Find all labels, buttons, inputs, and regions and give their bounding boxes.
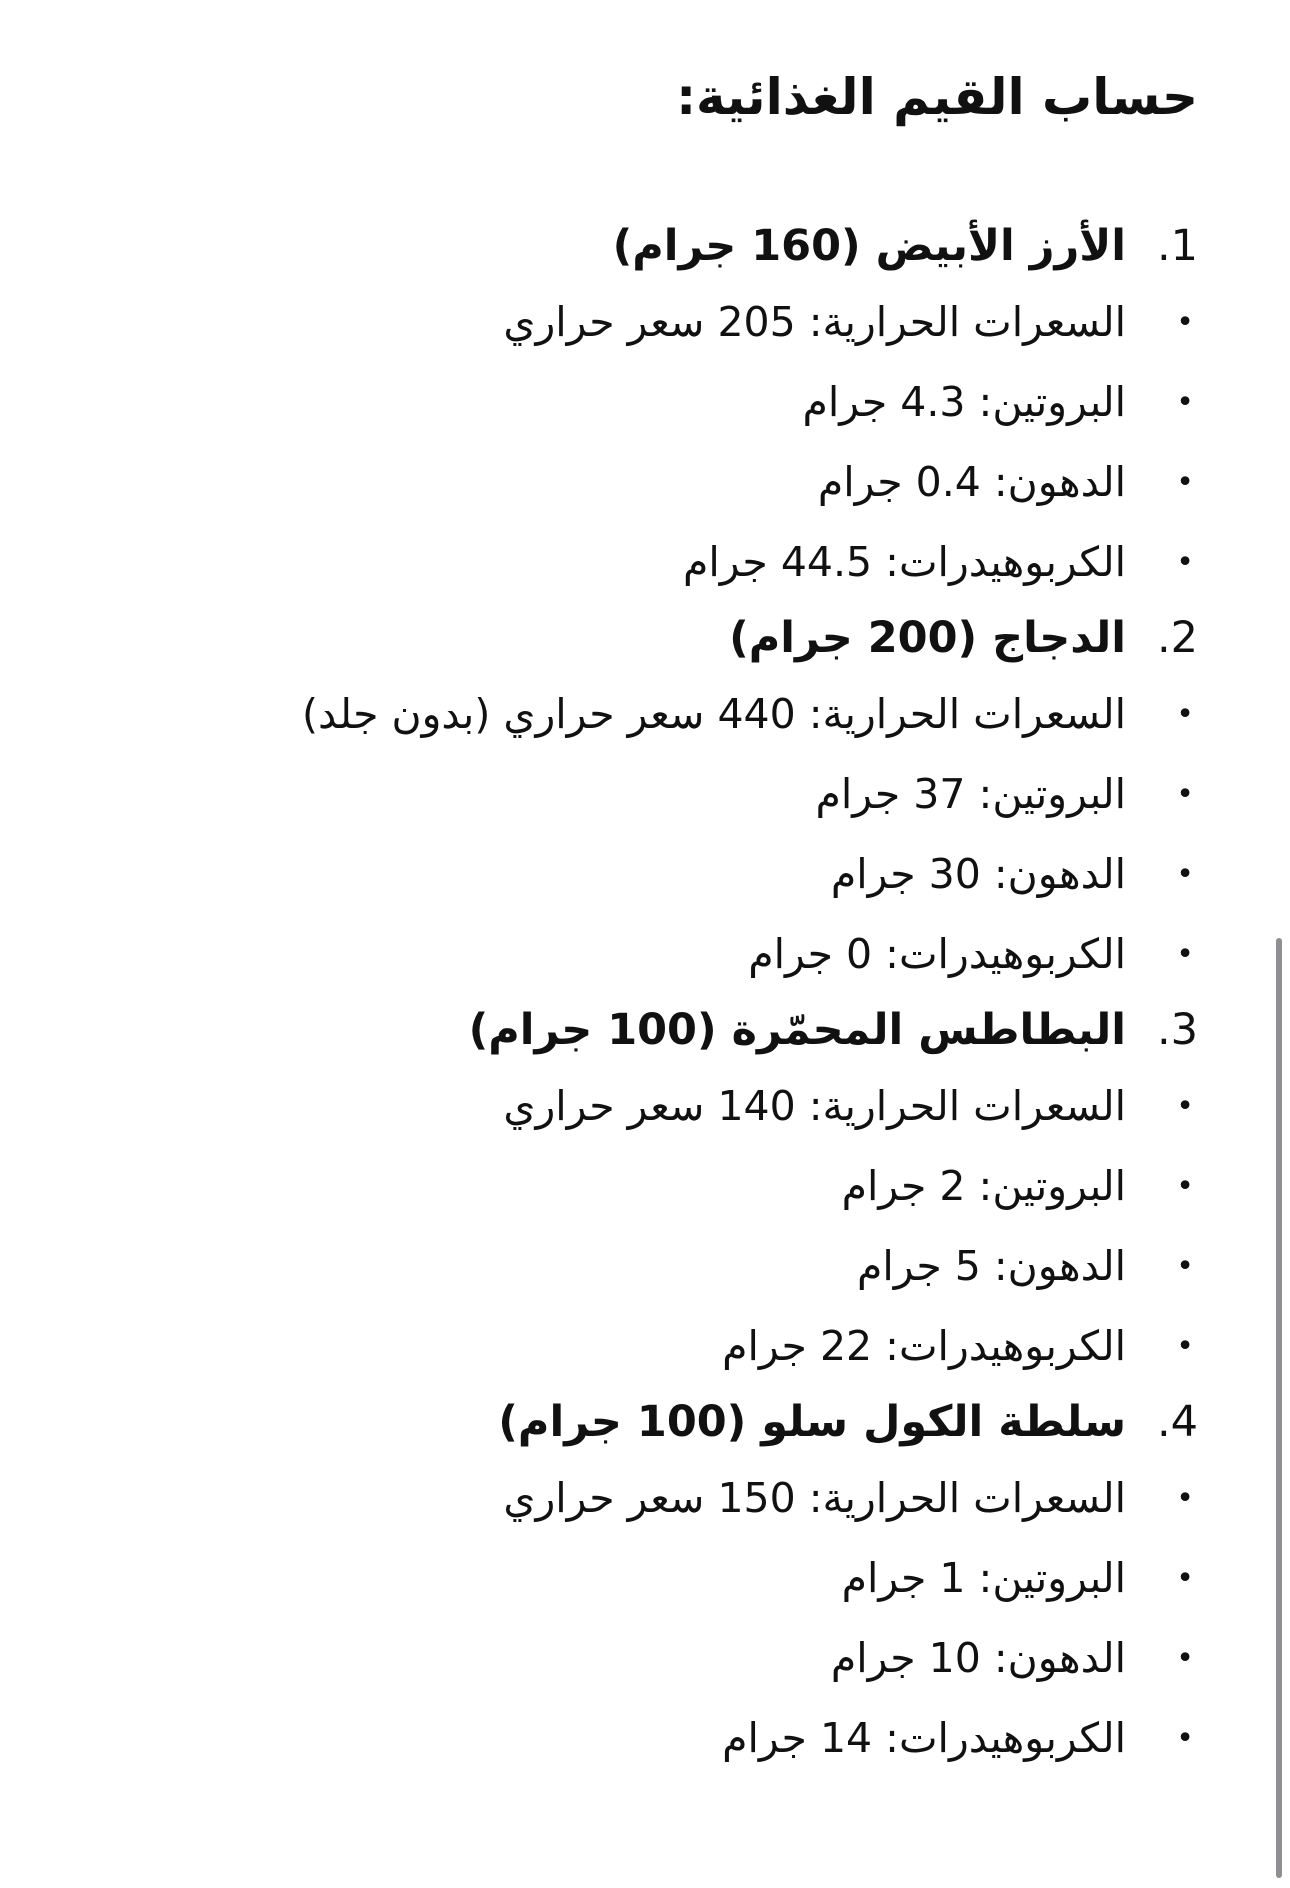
food-section-chicken [88,602,1198,994]
bullet-icon: • [1176,776,1194,812]
scrollbar[interactable] [1276,938,1282,1878]
nutrient-list [88,1458,1198,1778]
food-section-coleslaw [88,1386,1198,1778]
nutrient-fat: الدهون: 5 جرام [856,1242,1126,1290]
bullet-icon: • [1176,696,1194,732]
list-item [88,1538,1198,1618]
list-item [88,442,1198,522]
list-item [88,1066,1198,1146]
nutrient-calories: السعرات الحرارية: 205 سعر حراري [503,298,1126,346]
nutrient-calories: السعرات الحرارية: 140 سعر حراري [503,1082,1126,1130]
nutrient-calories: السعرات الحرارية: 150 سعر حراري [503,1474,1126,1522]
bullet-icon: • [1176,1248,1194,1284]
list-item [88,1458,1198,1538]
nutrient-carbs: الكربوهيدرات: 0 جرام [748,930,1126,978]
list-item [88,754,1198,834]
list-item [88,1226,1198,1306]
list-item [88,362,1198,442]
nutrient-fat: الدهون: 10 جرام [830,1634,1126,1682]
section-number: 3. [1156,1005,1198,1055]
section-title: البطاطس المحمّرة (100 جرام) [468,1005,1126,1055]
section-number: 2. [1156,613,1198,663]
section-title: الدجاج (200 جرام) [729,613,1126,663]
bullet-icon: • [1176,304,1194,340]
message-content [88,0,1198,1778]
bullet-icon: • [1176,856,1194,892]
list-item [88,1146,1198,1226]
nutrient-fat: الدهون: 30 جرام [830,850,1126,898]
nutrient-carbs: الكربوهيدرات: 44.5 جرام [683,538,1126,586]
bullet-icon: • [1176,464,1194,500]
bullet-icon: • [1176,1328,1194,1364]
section-number: 4. [1156,1397,1198,1447]
nutrient-protein: البروتين: 37 جرام [815,770,1126,818]
bullet-icon: • [1176,1088,1194,1124]
section-title: سلطة الكول سلو (100 جرام) [498,1397,1126,1447]
nutrient-list [88,1066,1198,1386]
bullet-icon: • [1176,1640,1194,1676]
bullet-icon: • [1176,544,1194,580]
section-heading [88,210,1198,282]
nutrient-list [88,282,1198,602]
section-heading [88,1386,1198,1458]
nutrient-list [88,674,1198,994]
section-title: الأرز الأبيض (160 جرام) [612,221,1126,271]
bullet-icon: • [1176,1560,1194,1596]
section-heading [88,994,1198,1066]
nutrient-protein: البروتين: 2 جرام [841,1162,1126,1210]
list-item [88,1698,1198,1778]
bullet-icon: • [1176,1720,1194,1756]
nutrient-carbs: الكربوهيدرات: 14 جرام [722,1714,1126,1762]
section-number: 1. [1156,221,1198,271]
food-list [88,210,1198,1778]
bullet-icon: • [1176,384,1194,420]
list-item [88,522,1198,602]
list-item [88,914,1198,994]
nutrient-protein: البروتين: 1 جرام [841,1554,1126,1602]
bullet-icon: • [1176,1168,1194,1204]
nutrient-calories: السعرات الحرارية: 440 سعر حراري (بدون جلد) [302,690,1126,738]
list-item [88,1306,1198,1386]
food-section-rice [88,210,1198,602]
bullet-icon: • [1176,1480,1194,1516]
list-item [88,674,1198,754]
list-item [88,282,1198,362]
section-heading [88,602,1198,674]
page-title: حساب القيم الغذائية: [676,68,1198,126]
bullet-icon: • [1176,936,1194,972]
nutrient-protein: البروتين: 4.3 جرام [802,378,1126,426]
food-section-fries [88,994,1198,1386]
nutrient-carbs: الكربوهيدرات: 22 جرام [722,1322,1126,1370]
list-item [88,834,1198,914]
list-item [88,1618,1198,1698]
nutrient-fat: الدهون: 0.4 جرام [817,458,1126,506]
